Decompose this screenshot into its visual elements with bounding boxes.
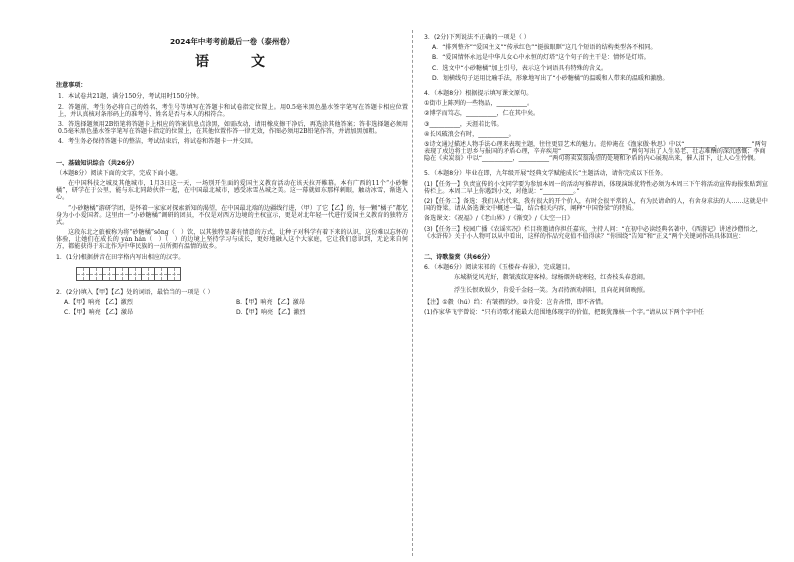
q3-option-a[interactable]: A．“排列整齐”“爱国主义”“传承红色”“挺拔眼眶”这几个短语的结构类型各不相同。	[432, 44, 657, 52]
section-heading: 一、基础知识综合（共26分）	[56, 159, 138, 167]
notice-heading: 注意事项：	[56, 82, 87, 90]
exam-title: 2024年中考考前最后一卷（泰州卷）	[169, 37, 295, 46]
tianzige-cell[interactable]	[154, 267, 167, 281]
tianzige-cell[interactable]	[167, 267, 181, 281]
option-a[interactable]: A.【甲】响亮 【乙】激烈	[64, 299, 133, 306]
poem-line: 东城渐觉风光好，縠皱波纹迎客棹。绿杨烟外晓寒轻，红杏枝头春意闹。	[454, 274, 649, 282]
reading-paragraph: 在中国科技之城及其他城市，1月3日这一天，一场别开生面的爱国主义教育活动在该天拉开帷幕。本有广西的11个“小砂糖橘”，研学在于公里，能与东北同龄伙伴一起，在中国最北城市，感受冰雪丛城之美。这一幕就如东那样刺眼，触动冰雪，渐逝入心。	[56, 179, 408, 202]
option-c[interactable]: C.【甲】响亮 【乙】激昂	[64, 309, 134, 317]
reading-paragraph: 这段东北之旅被称为将“砂糖橘”sōng（ ）饮，以其独特显著有情意的方式，让种子对科学有着下来的认识，这份难以忘怀的体验，让她们在成长的 yán hán（ ）（ ）的边境上坚持学习与成长，更好地融入这个大家庭，它让我们意识到，无论来自何方，都能获得于东北作为中华民族的一员所拥有温情的故乡。	[56, 229, 408, 251]
notice-item: 2．答题前，考生务必将自己的姓名、考生号等填写在答题卡和试卷指定位置上。用0.5毫米黑色墨水签字笔写在答题卡相应位置上，并认真核对条形码上的准考号、姓名是否与本人的相符合。	[58, 103, 408, 118]
question-2-options	[64, 299, 408, 319]
option-b[interactable]: B.【甲】响亮 【乙】激昂	[236, 299, 305, 306]
q6-sub-1: (1)作家华飞宇曾说：“只有诗歌才能最大范围地体现字的价值，把既犹豫核一个字。”请从以下两个字中任	[424, 308, 705, 316]
notice-item: 1．本试卷共21题，满分150分，考试用时150分钟。	[58, 93, 203, 101]
q3-option-c[interactable]: C．选文中“小砂糖橘”加上引号，表示这个词语具有特殊的含义。	[432, 64, 608, 72]
tianzige-cell[interactable]	[128, 267, 141, 281]
section-heading: 二、诗歌鉴赏（共66分）	[424, 253, 494, 261]
q4-item: ①街市上陈列的一些物品，__________。	[424, 100, 534, 108]
tianzige-grid[interactable]	[76, 267, 408, 281]
q3-option-d[interactable]: D．划横线句子运用比喻手法，形象地写出了“小砂糖橘”的温暖和人带来的温暖和激励。	[432, 74, 669, 82]
q4-item: ④长风破浪会有时，__________。	[424, 130, 515, 138]
tianzige-cell[interactable]	[115, 267, 128, 281]
notice-item: 3．答选择题须用2B铅笔将答题卡上相应的答案信息点涂黑，如需改动，请用橡皮擦干净后，再选涂其他答案；答非选择题必须用0.5毫米黑色墨水签字笔写在答题卡指定的位置上，在其他位置作答一律无效，作图必须用2B铅笔作答，并请加黑加粗。	[58, 121, 408, 136]
right-column	[424, 34, 770, 319]
q5-task-2: (2)【任务二】备选：我们从古代来，我有很大的开个价人，有时会很平常的人，有为民请命的人，有舍身求法的人……这就是中国的脊梁。请从备选课文中概述一篇，结合相关内容，阐释“中国脊梁”的特质。	[424, 198, 768, 213]
q4-item: ⑤诗文通过描述人物手法心理来表现主题，往往更显艺术的魅力。范仲淹在《渔家傲·秋思》中以“__________，__________”两句表现了戍边将士思乡与报国的矛盾心理，辛弃疾用“__________，__________”两句写出了人生易老、壮志难酬的深沉感慨；李商隐在《卖炭翁》中以“__________，__________”两句将卖炭翁渴望的处境和矛盾的内心展现出来，催人泪下，让人心生怜悯。	[424, 140, 767, 163]
q5-book-list: 备选课文：《祝福》/《老山界》/《渐变》/《太空一日》	[424, 215, 574, 223]
q5-task-3: (3)【任务三】校园广播《农谣实况》栏目将邀请你担任嘉宾，主持人问：“在初中必读经典名著中，《西游记》讲述沙僧悟之，《水浒传》关于小人物可以从中看出，这样的作品究竟值不值得读？”你围绕“告知”和“正义”两个关键词作出具体回应：	[424, 225, 762, 240]
tianzige-cell[interactable]	[76, 267, 89, 281]
q3-option-b[interactable]: B．“爱国情怀永远是中华儿女心中永恒的灯塔”这个句子的主干是：情怀是灯塔。	[432, 54, 650, 62]
column-divider	[412, 30, 413, 556]
question-3: 3．(2分)下列说法不正确的一项是（ ）	[424, 34, 530, 41]
question-5: 5．（本题8分）毕业在即，九年级开展“经典文学赋能成长”主题活动，请你完成以下任务。	[424, 170, 667, 178]
reading-intro: （本题8分）阅读下面的文字，完成下面小题。	[56, 169, 182, 177]
notice-item: 4．考生务必保持答题卡的整洁，考试结束后，将试卷和答题卡一并交回。	[58, 138, 257, 146]
q4-item: ②博学而笃志，__________，仁在其中矣。	[424, 110, 540, 118]
q4-item: ③__________，天涯若比邻。	[424, 120, 503, 128]
question-4: 4．（本题8分）根据提示填写课文原句。	[424, 89, 533, 97]
option-d[interactable]: D.【甲】响亮 【乙】激烈	[236, 309, 306, 317]
tianzige-cell[interactable]	[89, 267, 102, 281]
subject-title: 语 文	[195, 53, 279, 70]
tianzige-cell[interactable]	[141, 267, 154, 281]
reading-paragraph: “小砂糖橘”游研学团，是怀着一家家对探索新知的渴望，在中国最北端的边疆线行进，（甲）了它【乙】的，每一颗“橘子”都忆身为小小爱国者。这里由一“小砂糖橘”调研的团员，不仅是对西方边境的主权宣示，更是对北年轻一代进行爱国主义教育的独特方式。	[56, 204, 408, 226]
poem-note: 【注】①縠（hú）绉：有皱褶的纱。②肯爱：岂肯吝惜，即不吝惜。	[424, 298, 608, 306]
tianzige-cell[interactable]	[102, 267, 115, 281]
q5-task-1: (1)【任务一】负责宣传的小文同学要为参加本周一的活动写推荐语，体现演练优特性必须为本周三下午将活动宣传海报张贴到宣传栏上。本周二早上你遇到小文，对他说：“__________。”	[424, 180, 768, 195]
question-6: 6．（本题6分）阅读宋祁的《玉楼春·春景》，完成题目。	[424, 264, 574, 272]
question-1: 1．(1分)根据拼音在田字格内写出相应的汉字。	[56, 253, 185, 261]
question-2: 2．(2分)填入【甲】【乙】处的词语，最恰当的一项是（ ）	[56, 288, 214, 296]
left-column	[56, 34, 408, 322]
poem-text	[454, 274, 770, 293]
poem-line: 浮生长恨欢娱少，肯爱千金轻一笑。为君持酒劝斜阳，且向花间留晚照。	[454, 286, 649, 294]
